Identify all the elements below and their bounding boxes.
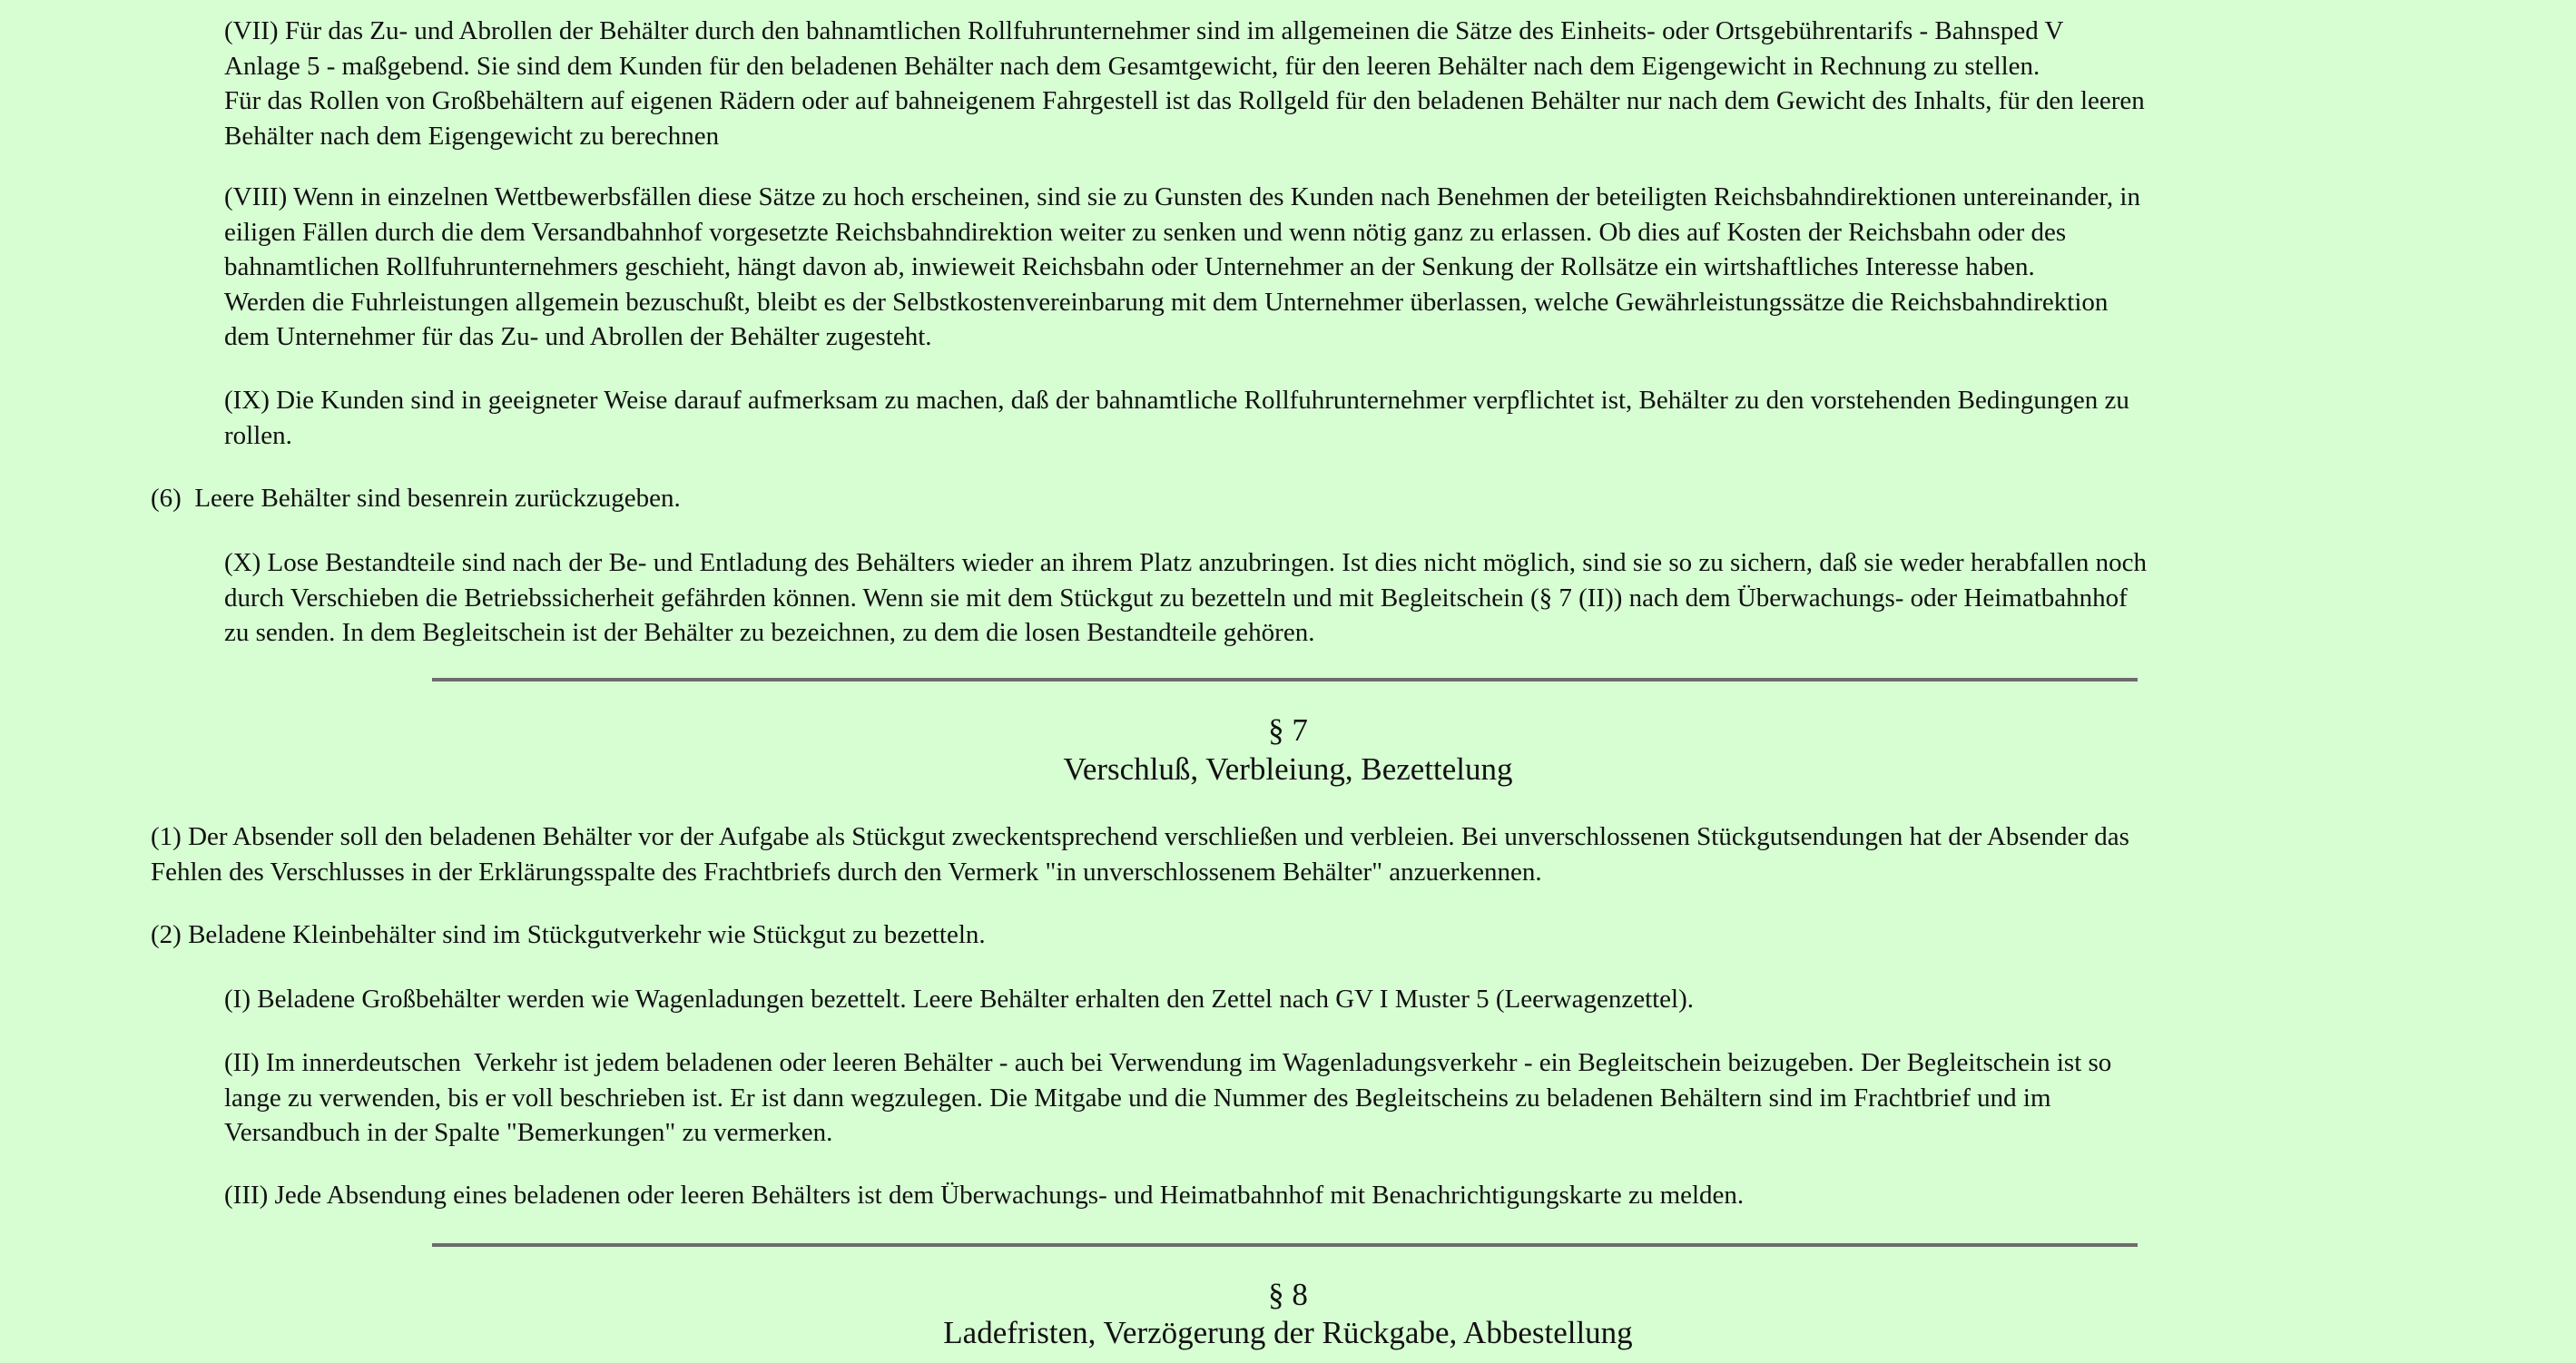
text-line: rollen. xyxy=(224,420,292,450)
paragraph-s7-I xyxy=(224,982,1694,1017)
text-line: eiligen Fällen durch die dem Versandbahnhof vorgesetzte Reichsbahndirektion weiter zu senken und wenn nötig ganz zu erlassen. Ob dies auf Kosten der Reichsbahn oder des xyxy=(224,217,2067,247)
section-divider xyxy=(432,678,2138,682)
text-line: lange zu verwenden, bis er voll beschrieben ist. Er ist dann wegzulegen. Die Mitgabe und die Nummer des Begleitscheins zu beladenen Behältern sind im Frachtbrief und im xyxy=(224,1083,2051,1113)
text-line: Für das Rollen von Großbehältern auf eigenen Rädern oder auf bahneigenem Fahrgestell ist das Rollgeld für den beladenen Behälter nur nach dem Gewicht des Inhalts, für den leeren xyxy=(224,86,2145,115)
text-line: Anlage 5 - maßgebend. Sie sind dem Kunden für den beladenen Behälter nach dem Gesamtgewicht, für den leeren Behälter nach dem Eigengewicht in Rechnung zu stellen. xyxy=(224,51,2040,81)
paragraph-vii xyxy=(224,14,2145,153)
text-line: Versandbuch in der Spalte "Bemerkungen" zu vermerken. xyxy=(224,1118,833,1147)
paragraph-s7-II xyxy=(224,1045,2111,1151)
section-title: Verschluß, Verbleiung, Bezettelung xyxy=(1063,751,1513,787)
paragraph-ix xyxy=(224,383,2129,453)
text-line: Behälter nach dem Eigengewicht zu berechnen xyxy=(224,121,720,151)
text-line: durch Verschieben die Betriebssicherheit gefährden können. Wenn sie mit dem Stückgut zu bezetteln und mit Begleitschein (§ 7 (II)) nach dem Überwachungs- oder Heimatbahnhof xyxy=(224,583,2128,613)
paragraph-x xyxy=(224,545,2147,651)
text-line: zu senden. In dem Begleitschein ist der Behälter zu bezeichnen, zu dem die losen Bestandteile gehören. xyxy=(224,618,1315,647)
text-line: (IX) Die Kunden sind in geeigneter Weise darauf aufmerksam zu machen, daß der bahnamtliche Rollfuhrunternehmer verpflichtet ist, Behälter zu den vorstehenden Bedingungen zu xyxy=(224,386,2129,415)
text-line: (III) Jede Absendung eines beladenen oder leeren Behälters ist dem Überwachungs- und Heimatbahnhof mit Benachrichtigungskarte zu melden. xyxy=(224,1181,1745,1210)
section-number: § 7 xyxy=(1268,712,1308,748)
paragraph-s7-1 xyxy=(151,819,2129,889)
text-line: (2) Beladene Kleinbehälter sind im Stückgutverkehr wie Stückgut zu bezetteln. xyxy=(151,920,986,949)
section-number: § 8 xyxy=(1268,1277,1308,1312)
text-line: (VIII) Wenn in einzelnen Wettbewerbsfällen diese Sätze zu hoch erscheinen, sind sie zu Gunsten des Kunden nach Benehmen der beteiligten Reichsbahndirektionen untereinander, in xyxy=(224,182,2140,211)
text-line: bahnamtlichen Rollfuhrunternehmers geschieht, hängt davon ab, inwieweit Reichsbahn oder Unternehmer an der Senkung der Rollsätze ein wirtshaftliches Interesse haben. xyxy=(224,252,2035,281)
paragraph-viii xyxy=(224,180,2140,355)
section-divider xyxy=(432,1243,2138,1247)
text-line: (VII) Für das Zu- und Abrollen der Behälter durch den bahnamtlichen Rollfuhrunternehmer sind im allgemeinen die Sätze des Einheits- oder Ortsgebührentarifs - Bahnsped V xyxy=(224,16,2064,45)
paragraph-6 xyxy=(151,481,681,516)
text-line: dem Unternehmer für das Zu- und Abrollen der Behälter zugesteht. xyxy=(224,322,932,351)
text-line: (I) Beladene Großbehälter werden wie Wagenladungen bezettelt. Leere Behälter erhalten den Zettel nach GV I Muster 5 (Leerwagenzettel). xyxy=(224,985,1695,1014)
text-line: Werden die Fuhrleistungen allgemein bezuschußt, bleibt es der Selbstkostenvereinbarung mit dem Unternehmer überlassen, welche Gewährleistungssätze die Reichsbahndirektion xyxy=(224,287,2109,317)
text-line: Fehlen des Verschlusses in der Erklärungsspalte des Frachtbriefs durch den Vermerk "in unverschlossenem Behälter" anzuerkennen. xyxy=(151,857,1542,887)
text-line: (X) Lose Bestandteile sind nach der Be- und Entladung des Behälters wieder an ihrem Platz anzubringen. Ist dies nicht möglich, sind sie so zu sichern, daß sie weder herabfallen noch xyxy=(224,548,2147,577)
paragraph-s7-2 xyxy=(151,917,986,953)
paragraph-s7-III xyxy=(224,1178,1744,1213)
text-line: (1) Der Absender soll den beladenen Behälter vor der Aufgabe als Stückgut zweckentsprechend verschließen und verbleien. Bei unverschlossenen Stückgutsendungen hat der Absender das xyxy=(151,822,2129,851)
section-title: Ladefristen, Verzögerung der Rückgabe, Abbestellung xyxy=(943,1315,1633,1350)
text-line: (II) Im innerdeutschen Verkehr ist jedem beladenen oder leeren Behälter - auch bei Verwendung im Wagenladungsverkehr - ein Begleitschein beizugeben. Der Begleitschein ist so xyxy=(224,1048,2112,1077)
text-line: (6) Leere Behälter sind besenrein zurückzugeben. xyxy=(151,484,681,513)
